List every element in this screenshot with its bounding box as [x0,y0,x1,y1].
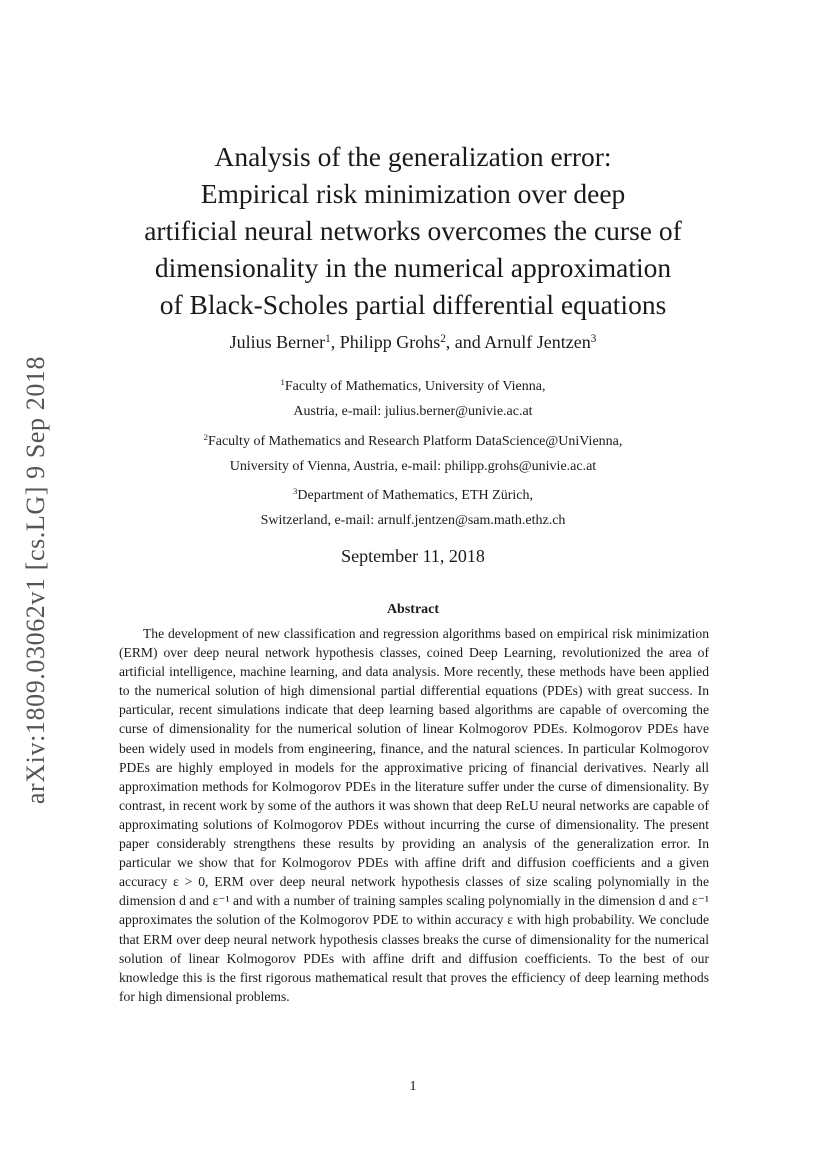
arxiv-sidebar-stamp: arXiv:1809.03062v1 [cs.LG] 9 Sep 2018 [21,355,50,805]
affiliation-1 [100,374,726,424]
title-line: Empirical risk minimization over deep [200,178,626,209]
paper-title [120,138,706,323]
author-name: Julius Berner [229,332,326,352]
publication-date: September 11, 2018 [341,546,485,566]
affiliation-line: Switzerland, e-mail: arnulf.jentzen@sam.math.ethz.ch [260,513,566,528]
author-list [120,332,706,353]
affiliation-line: Austria, e-mail: julius.berner@univie.ac.at [293,404,533,419]
affiliation-mark: 1 [325,332,331,345]
affiliation-line: Department of Mathematics, ETH Zürich, [297,488,533,503]
title-line: of Black-Scholes partial differential equations [159,289,667,320]
affiliation-mark: 3 [590,332,597,345]
affiliation-line: Faculty of Mathematics and Research Platform DataScience@UniVienna, [207,434,623,449]
title-line: artificial neural networks overcomes the curse of [144,215,682,246]
abstract-text: The development of new classification and regression algorithms based on empirical risk minimization (ERM) over deep neural network hypothesis classes, coined Deep Learning, revolutionized the area of artificial intelligence, machine learning, and data analysis. More recently, these methods have been applied to the numerical solution of high dimensional partial differential equations (PDEs) with great success. In particular, recent simulations indicate that deep learning based algorithms are capable of overcoming the curse of dimensionality for the numerical solution of linear Kolmogorov PDEs. Kolmogorov PDEs have been widely used in models from engineering, finance, and the natural sciences. In particular Kolmogorov PDEs are highly employed in models for the approximative pricing of financial derivatives. Nearly all approximation methods for Kolmogorov PDEs in the literature suffer under the curse of dimensionality. By contrast, in recent work by some of the authors it was shown that deep ReLU neural networks are capable of approximating solutions of Kolmogorov PDEs without incurring the curse of dimensionality. The present paper considerably strengthens these results by providing an analysis of the generalization error. In particular we show that for Kolmogorov PDEs with affine drift and diffusion coefficients and a given accuracy ε > 0, ERM over deep neural network hypothesis classes of size scaling polynomially in the dimension d and ε⁻¹ and with a number of training samples scaling polynomially in the dimension d and ε⁻¹ approximates the solution of the Kolmogorov PDE to within accuracy ε with high probability. We conclude that ERM over deep neural network hypothesis classes breaks the curse of dimensionality for the numerical solution of linear Kolmogorov PDEs with affine drift and diffusion coefficients. To the best of our knowledge this is the first rigorous mathematical result that proves the efficiency of deep learning methods for high dimensional problems. [119,626,709,1004]
affiliation-mark: 2 [440,332,446,345]
affiliation-mark: 3 [293,486,298,497]
title-line: Analysis of the generalization error: [214,141,612,172]
abstract-heading: Abstract [386,602,440,617]
affiliation-2 [100,429,726,479]
author-name: Arnulf Jentzen [484,332,591,352]
title-line: dimensionality in the numerical approximation [154,252,672,283]
author-name: Philipp Grohs [339,332,441,352]
affiliation-mark: 1 [280,377,285,388]
author-separator: , [330,332,340,352]
page-number: 1 [409,1079,417,1094]
author-separator: , and [445,332,485,352]
affiliation-line: Faculty of Mathematics, University of Vienna, [284,379,546,394]
affiliation-3 [100,483,726,533]
affiliation-mark: 2 [203,432,208,443]
affiliation-line: University of Vienna, Austria, e-mail: philipp.grohs@univie.ac.at [229,459,597,474]
